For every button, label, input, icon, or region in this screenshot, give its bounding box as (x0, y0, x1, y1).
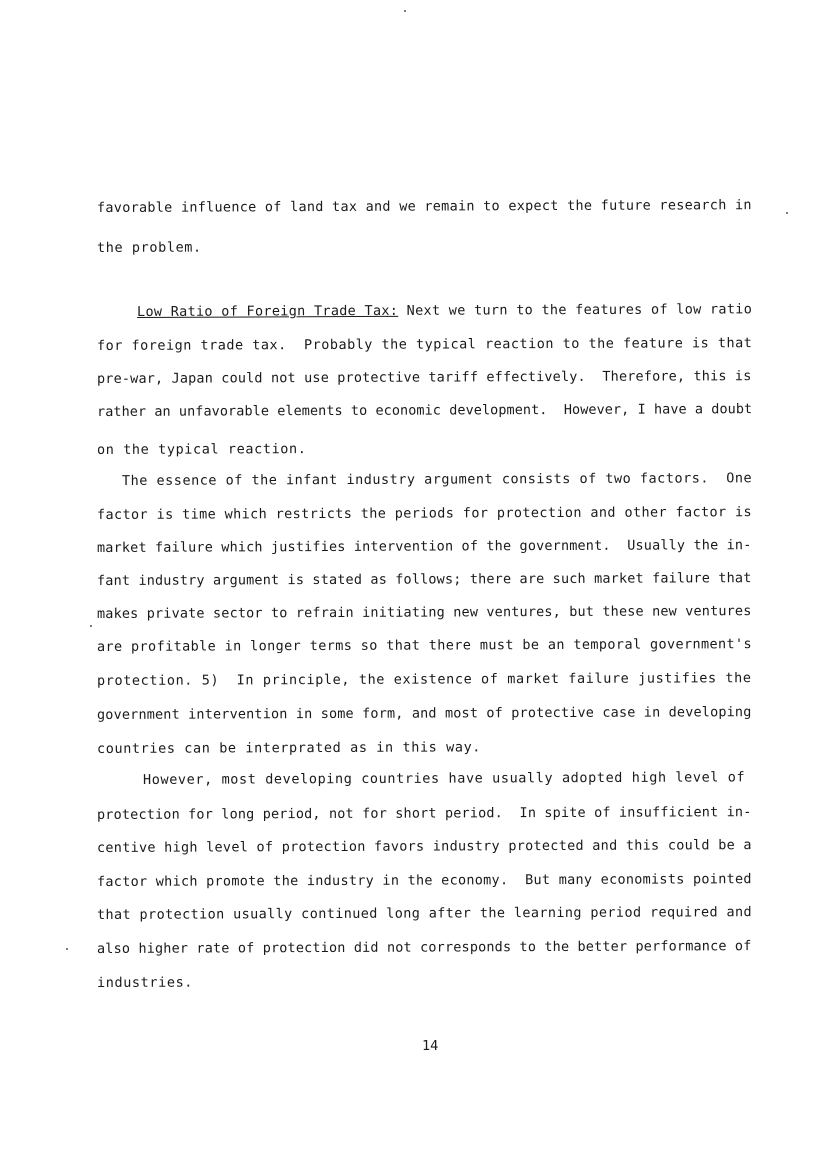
section-heading: Low Ratio of Foreign Trade Tax: (136, 302, 399, 320)
body-text-line: rather an unfavorable elements to economic development. However, I have a doubt (96, 401, 753, 420)
section-paragraph-first-line (137, 300, 752, 321)
scan-speck (66, 948, 68, 950)
body-text-line: the problem. (96, 239, 202, 256)
body-text-line: countries can be interprated as in this way. (96, 739, 482, 757)
body-text-line: fant industry argument is stated as follows; there are such market failure that (96, 570, 752, 589)
body-text-line: makes private sector to refrain initiating new ventures, but these new ventures (96, 603, 752, 622)
body-text-line: The essence of the infant industry argument consists of two factors. One (121, 470, 753, 489)
page-number: 14 (422, 1038, 439, 1054)
body-text: Next we turn to the features of low ratio (398, 301, 753, 319)
scan-speck (404, 10, 406, 12)
scan-speck (90, 625, 92, 627)
body-text-line: market failure which justifies intervention of the government. Usually the in- (96, 537, 752, 556)
body-text-line: factor is time which restricts the periods for protection and other factor is (96, 504, 753, 523)
body-text-line: centive high level of protection favors industry protected and this could be a (96, 837, 752, 856)
body-text-line: favorable influence of land tax and we remain to expect the future research in (96, 197, 752, 216)
body-text-line: protection for long period, not for short period. In spite of insufficient in- (96, 804, 752, 823)
body-text-line: industries. (96, 974, 194, 991)
body-text-line: However, most developing countries have usually adopted high level of (142, 769, 746, 788)
body-text-line: factor which promote the industry in the economy. But many economists pointed (96, 871, 752, 890)
scan-speck (786, 212, 788, 214)
body-text-line: that protection usually continued long after the learning period required and (96, 904, 753, 923)
body-text-line: on the typical reaction. (96, 441, 307, 458)
body-text-line: also higher rate of protection did not corresponds to the better performance of (96, 938, 752, 957)
body-text-line: pre-war, Japan could not use protective tariff effectively. Therefore, this is (96, 368, 752, 387)
body-text-line: protection. 5) In principle, the existence of market failure justifies the (96, 670, 752, 689)
body-text-line: are profitable in longer terms so that there must be an temporal government's (96, 636, 753, 655)
body-text-line: government intervention in some form, and most of protective case in developing (96, 704, 752, 723)
body-text-line: for foreign trade tax. Probably the typical reaction to the feature is that (96, 335, 753, 354)
